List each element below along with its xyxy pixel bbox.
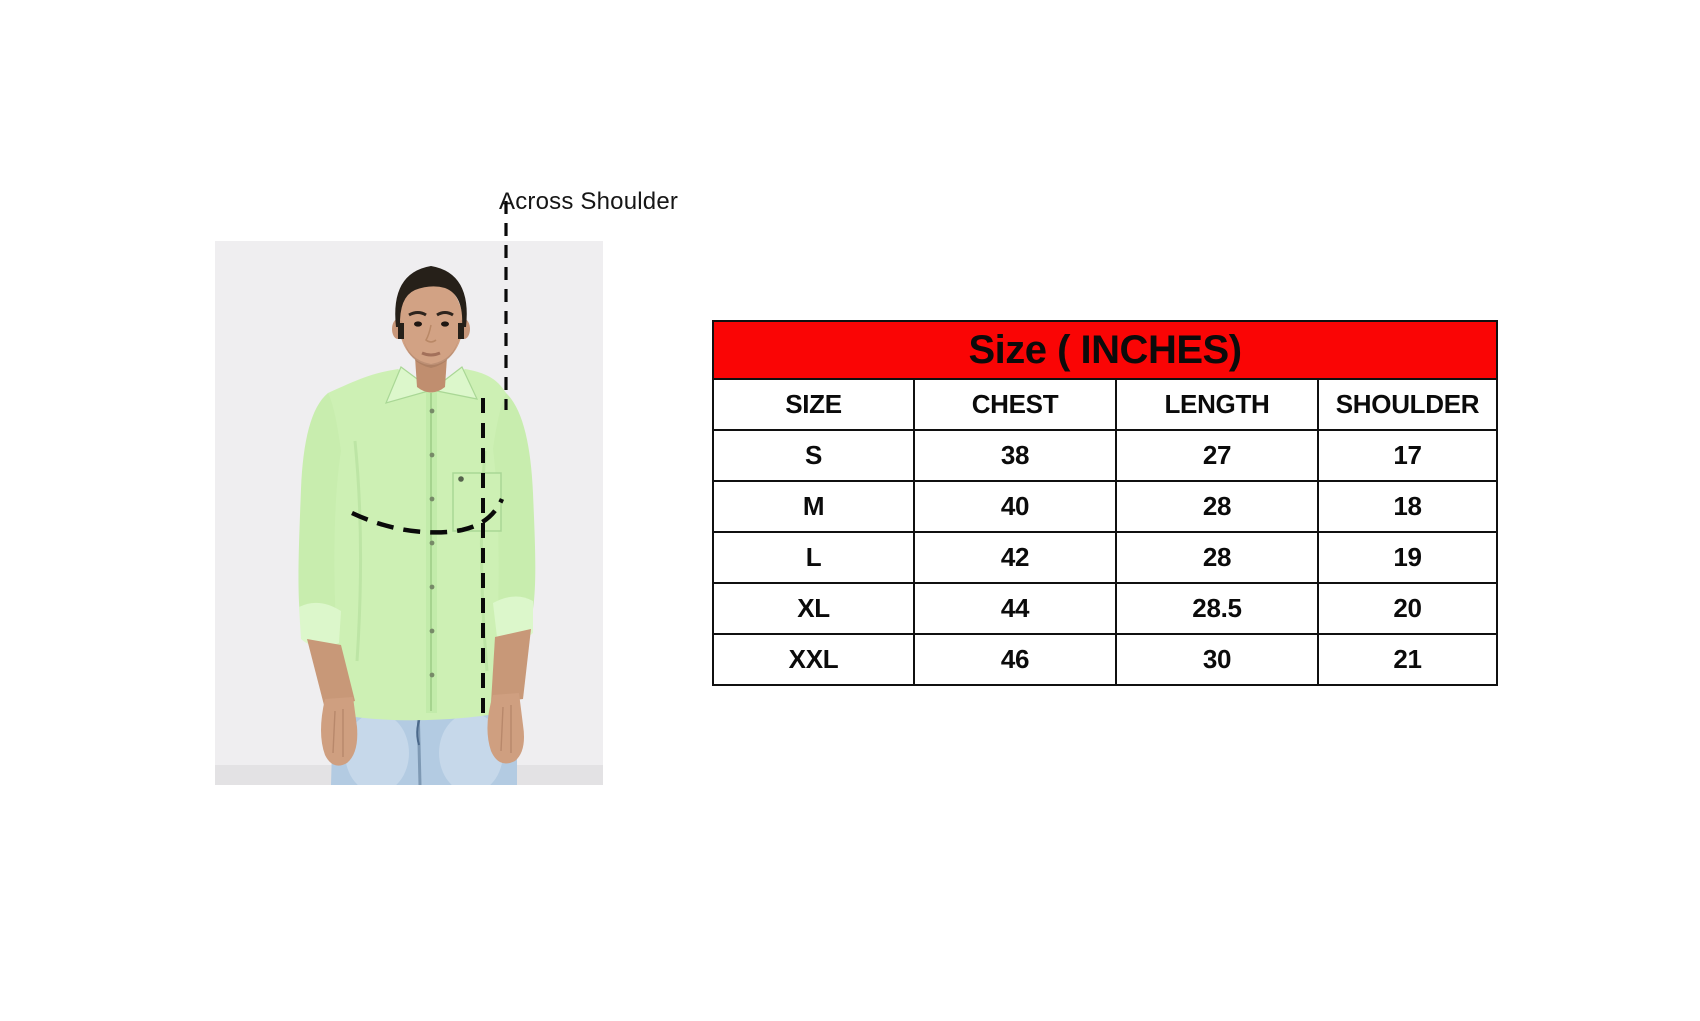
model-illustration [215, 241, 603, 785]
measurement-value-cell: 46 [915, 635, 1117, 684]
across-shoulder-label: Across Shoulder [499, 188, 679, 215]
measurement-value-cell: 44 [915, 584, 1117, 633]
measurement-value-cell: 21 [1393, 644, 1422, 674]
size-table-header-row [714, 380, 1496, 431]
table-row-s [714, 431, 1496, 482]
size-label-cell: S [714, 431, 915, 480]
column-header-size: SIZE [714, 380, 915, 429]
size-label-cell: L [714, 533, 915, 582]
table-row-m [714, 482, 1496, 533]
table-row-l [714, 533, 1496, 584]
size-label-cell: M [714, 482, 915, 531]
measurement-value-cell: 42 [915, 533, 1117, 582]
measurement-value-cell: 19 [1393, 542, 1422, 572]
measurement-value-cell: 28 [1117, 482, 1319, 531]
measurement-value-cell: 27 [1117, 431, 1319, 480]
measurement-value-cell: 17 [1393, 440, 1422, 470]
size-label-cell: XL [714, 584, 915, 633]
size-table-body [714, 431, 1496, 684]
measurement-value-cell: 30 [1117, 635, 1319, 684]
size-chart-table [712, 320, 1498, 686]
product-photo [215, 241, 603, 785]
measurement-value-cell: 18 [1393, 491, 1422, 521]
column-header-length: LENGTH [1117, 380, 1319, 429]
measurement-value-cell: 38 [915, 431, 1117, 480]
measurement-value-cell: 28 [1117, 533, 1319, 582]
measurement-value-cell: 28.5 [1117, 584, 1319, 633]
column-header-chest: CHEST [915, 380, 1117, 429]
size-label-cell: XXL [714, 635, 915, 684]
table-row-xxl [714, 635, 1496, 684]
size-table-title-bar [714, 322, 1496, 380]
table-row-xl [714, 584, 1496, 635]
column-header-shoulder: SHOULDER [1335, 389, 1480, 419]
size-table-title: Size ( INCHES) [968, 327, 1242, 372]
measurement-value-cell: 20 [1393, 593, 1422, 623]
measurement-value-cell: 40 [915, 482, 1117, 531]
